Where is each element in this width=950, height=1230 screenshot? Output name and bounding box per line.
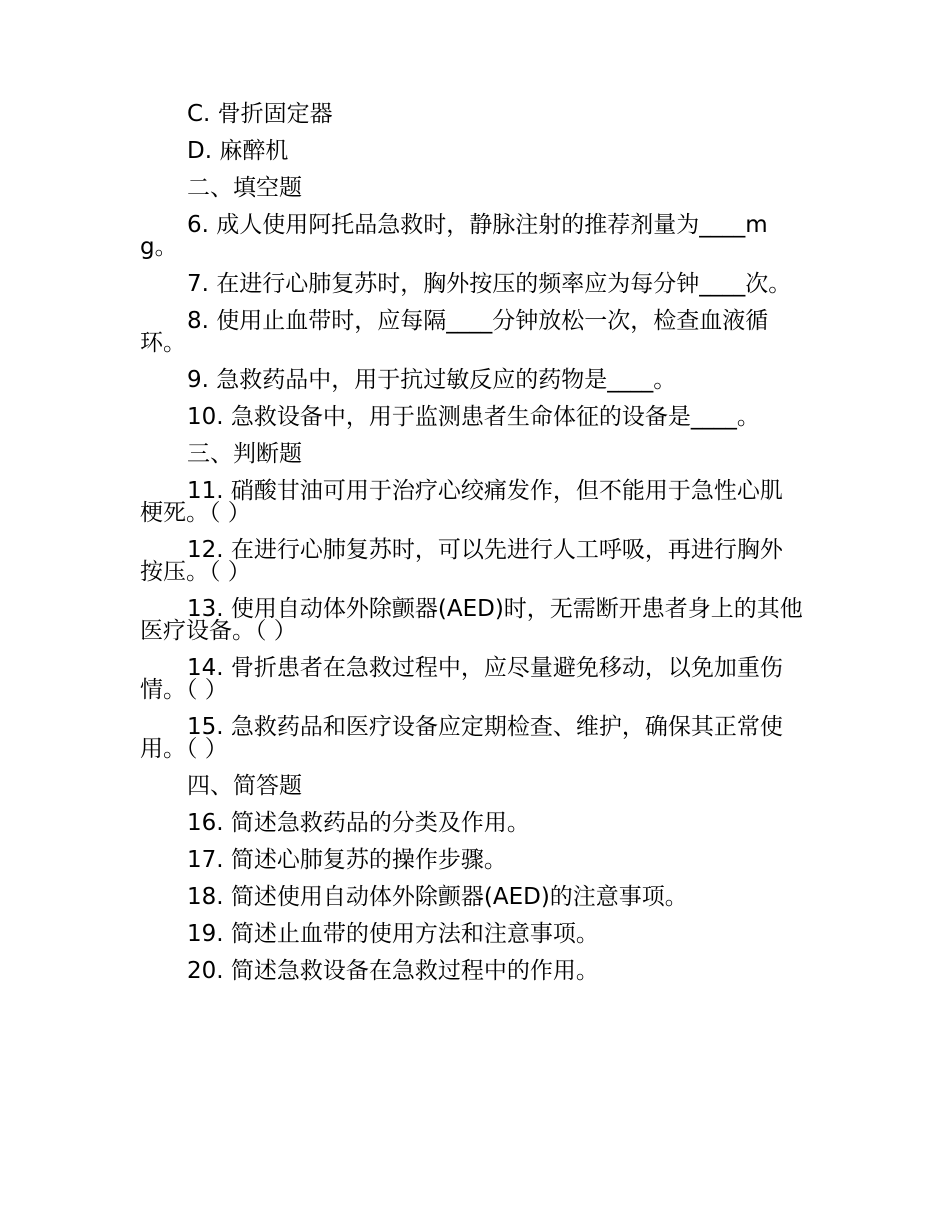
question-19: 19. 简述止血带的使用方法和注意事项。 — [187, 921, 599, 947]
section-heading-true-false: 三、判断题 — [187, 441, 302, 467]
question-6: 6. 成人使用阿托品急救时，静脉注射的推荐剂量为____mg。 — [140, 212, 768, 260]
question-15: 15. 急救药品和医疗设备应定期检查、维护，确保其正常使用。（ ） — [140, 714, 783, 762]
question-14: 14. 骨折患者在急救过程中，应尽量避免移动，以免加重伤情。（ ） — [140, 655, 783, 703]
question-10: 10. 急救设备中，用于监测患者生命体征的设备是____。 — [187, 404, 760, 430]
option-d: D. 麻醉机 — [187, 138, 289, 164]
question-20: 20. 简述急救设备在急救过程中的作用。 — [187, 958, 599, 984]
question-9: 9. 急救药品中，用于抗过敏反应的药物是____。 — [187, 367, 677, 393]
question-16: 16. 简述急救药品的分类及作用。 — [187, 810, 530, 836]
question-18: 18. 简述使用自动体外除颤器(AED)的注意事项。 — [187, 884, 688, 910]
section-heading-short-answer: 四、简答题 — [187, 773, 302, 799]
question-7: 7. 在进行心肺复苏时，胸外按压的频率应为每分钟____次。 — [187, 271, 792, 297]
option-c: C. 骨折固定器 — [187, 101, 333, 127]
question-11: 11. 硝酸甘油可用于治疗心绞痛发作，但不能用于急性心肌梗死。（ ） — [140, 478, 783, 526]
section-heading-fill-in: 二、填空题 — [187, 175, 302, 201]
question-13: 13. 使用自动体外除颤器(AED)时，无需断开患者身上的其他医疗设备。（ ） — [140, 596, 803, 644]
question-8: 8. 使用止血带时，应每隔____分钟放松一次，检查血液循环。 — [140, 308, 769, 356]
document-body — [140, 103, 805, 997]
question-12: 12. 在进行心肺复苏时，可以先进行人工呼吸，再进行胸外按压。（ ） — [140, 537, 783, 585]
question-17: 17. 简述心肺复苏的操作步骤。 — [187, 847, 507, 873]
